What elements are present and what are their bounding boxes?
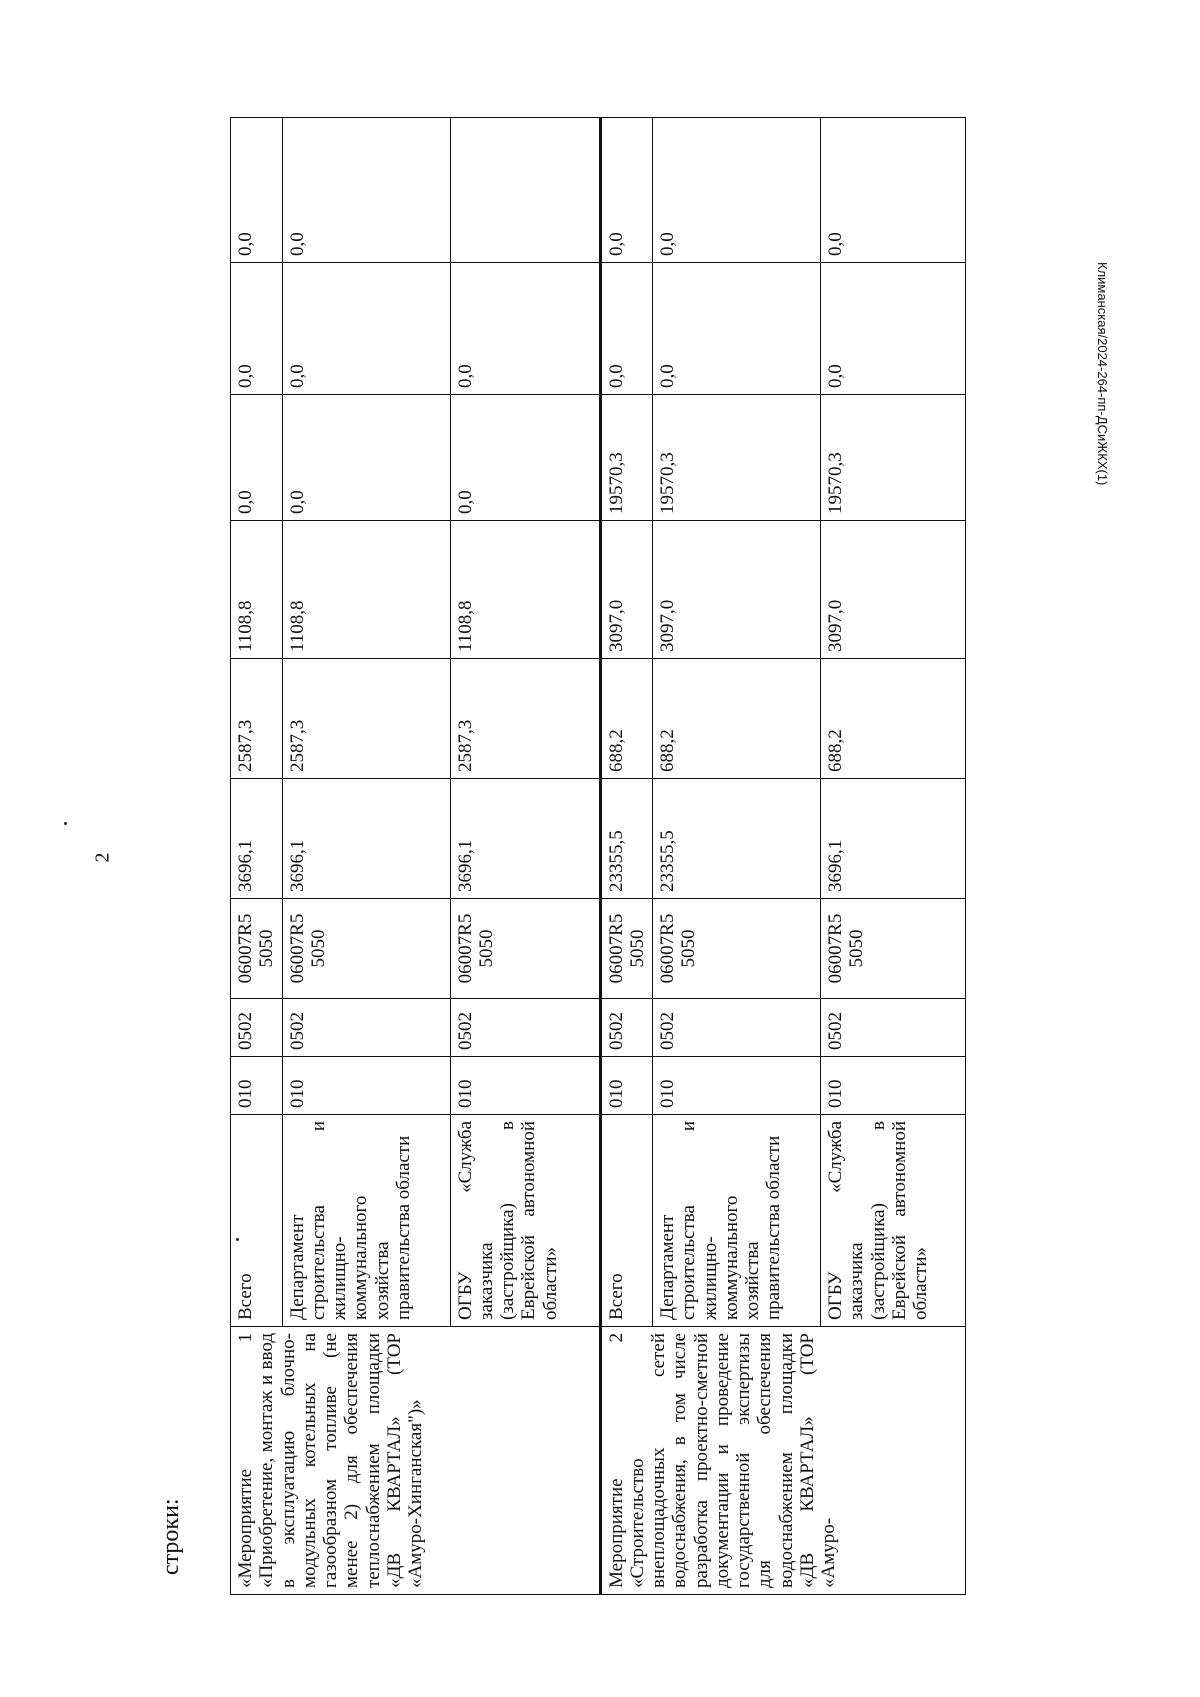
value-2024-cell: 2587,3 — [450, 659, 600, 779]
executor-cell: Департамент строительства и жилищно-коммунального хозяйства правительства области — [653, 1115, 821, 1327]
total-value-cell: 3696,1 — [282, 779, 450, 899]
gov-code-cell: 010 — [600, 1057, 653, 1115]
target-code-cell: 06007R5 5050 — [231, 899, 283, 999]
gov-code-cell: 010 — [231, 1057, 283, 1115]
measure-description: «Мероприятие 1 «Приобретение, монтаж и ввод в эксплуатацию блочно-модульных котельных на газообразном топливе (не менее 2) для обеспечения теплоснабжением площадки «ДВ КВАРТАЛ» (ТОР «Амуро-Хинганская")» — [231, 1327, 601, 1595]
executor-cell: ОГБУ «Служба заказчика (застройщика) в Еврейской автономной области» — [450, 1115, 600, 1327]
value-2027-cell: 0,0 — [282, 263, 450, 395]
value-2028-cell: 0,0 — [282, 118, 450, 263]
section-code-cell: 0502 — [821, 999, 966, 1057]
executor-cell: Всего — [600, 1115, 653, 1327]
section-code-cell: 0502 — [231, 999, 283, 1057]
value-2024-cell: 2587,3 — [282, 659, 450, 779]
executor-cell: ОГБУ «Служба заказчика (застройщика) в Еврейской автономной области» — [821, 1115, 966, 1327]
target-code-cell: 06007R5 5050 — [653, 899, 821, 999]
total-value-cell: 3696,1 — [231, 779, 283, 899]
value-2026-cell: 19570,3 — [821, 395, 966, 521]
value-2025-cell: 3097,0 — [821, 521, 966, 659]
gov-code-cell: 010 — [821, 1057, 966, 1115]
total-value-cell: 23355,5 — [600, 779, 653, 899]
value-2024-cell: 2587,3 — [231, 659, 283, 779]
budget-table — [230, 117, 966, 1595]
value-2024-cell: 688,2 — [653, 659, 821, 779]
target-code-cell: 06007R5 5050 — [600, 899, 653, 999]
value-2024-cell: 688,2 — [821, 659, 966, 779]
total-value-cell: 3696,1 — [821, 779, 966, 899]
gov-code-cell: 010 — [653, 1057, 821, 1115]
value-2027-cell: 0,0 — [600, 263, 653, 395]
value-2028-cell: 0,0 — [600, 118, 653, 263]
executor-cell: Всего — [231, 1115, 283, 1327]
value-2025-cell: 1108,8 — [450, 521, 600, 659]
measure-description: Мероприятие 2 «Строительство внеплощадочных сетей водоснабжения, в том числе разработка проектно-сметной документации и проведение государственной экспертизы для обеспечения водоснабжением площадки «ДВ КВАРТАЛ» (ТОР «Амуро- — [600, 1327, 966, 1595]
value-2027-cell: 0,0 — [231, 263, 283, 395]
gov-code-cell: 010 — [282, 1057, 450, 1115]
rotated-content — [158, 5, 1000, 1595]
value-2026-cell: 0,0 — [282, 395, 450, 521]
total-value-cell: 23355,5 — [653, 779, 821, 899]
value-2028-cell: 0,0 — [653, 118, 821, 263]
document-id: Климанская/2024-264-пп-ДСиЖКХ(1) — [1095, 262, 1110, 486]
executor-cell: Департамент строительства и жилищно-коммунального хозяйства правительства области — [282, 1115, 450, 1327]
value-2026-cell: 19570,3 — [600, 395, 653, 521]
page-number: 2 — [91, 852, 114, 863]
target-code-cell: 06007R5 5050 — [450, 899, 600, 999]
table-row — [600, 118, 653, 1595]
section-code-cell: 0502 — [450, 999, 600, 1057]
value-2025-cell: 1108,8 — [231, 521, 283, 659]
value-2026-cell: 0,0 — [450, 395, 600, 521]
value-2028-cell: 0,0 — [821, 118, 966, 263]
section-code-cell: 0502 — [653, 999, 821, 1057]
value-2026-cell: 19570,3 — [653, 395, 821, 521]
value-2025-cell: 3097,0 — [600, 521, 653, 659]
value-2027-cell: 0,0 — [653, 263, 821, 395]
value-2025-cell: 1108,8 — [282, 521, 450, 659]
value-2024-cell: 688,2 — [600, 659, 653, 779]
value-2028-cell — [450, 118, 600, 263]
gov-code-cell: 010 — [450, 1057, 600, 1115]
section-code-cell: 0502 — [600, 999, 653, 1057]
value-2027-cell: 0,0 — [450, 263, 600, 395]
table-row — [231, 118, 283, 1595]
total-value-cell: 3696,1 — [450, 779, 600, 899]
value-2025-cell: 3097,0 — [653, 521, 821, 659]
target-code-cell: 06007R5 5050 — [282, 899, 450, 999]
section-code-cell: 0502 — [282, 999, 450, 1057]
value-2027-cell: 0,0 — [821, 263, 966, 395]
section-heading: строки: — [158, 1498, 184, 1575]
target-code-cell: 06007R5 5050 — [821, 899, 966, 999]
value-2028-cell: 0,0 — [231, 118, 283, 263]
value-2026-cell: 0,0 — [231, 395, 283, 521]
scan-speck — [64, 822, 67, 825]
